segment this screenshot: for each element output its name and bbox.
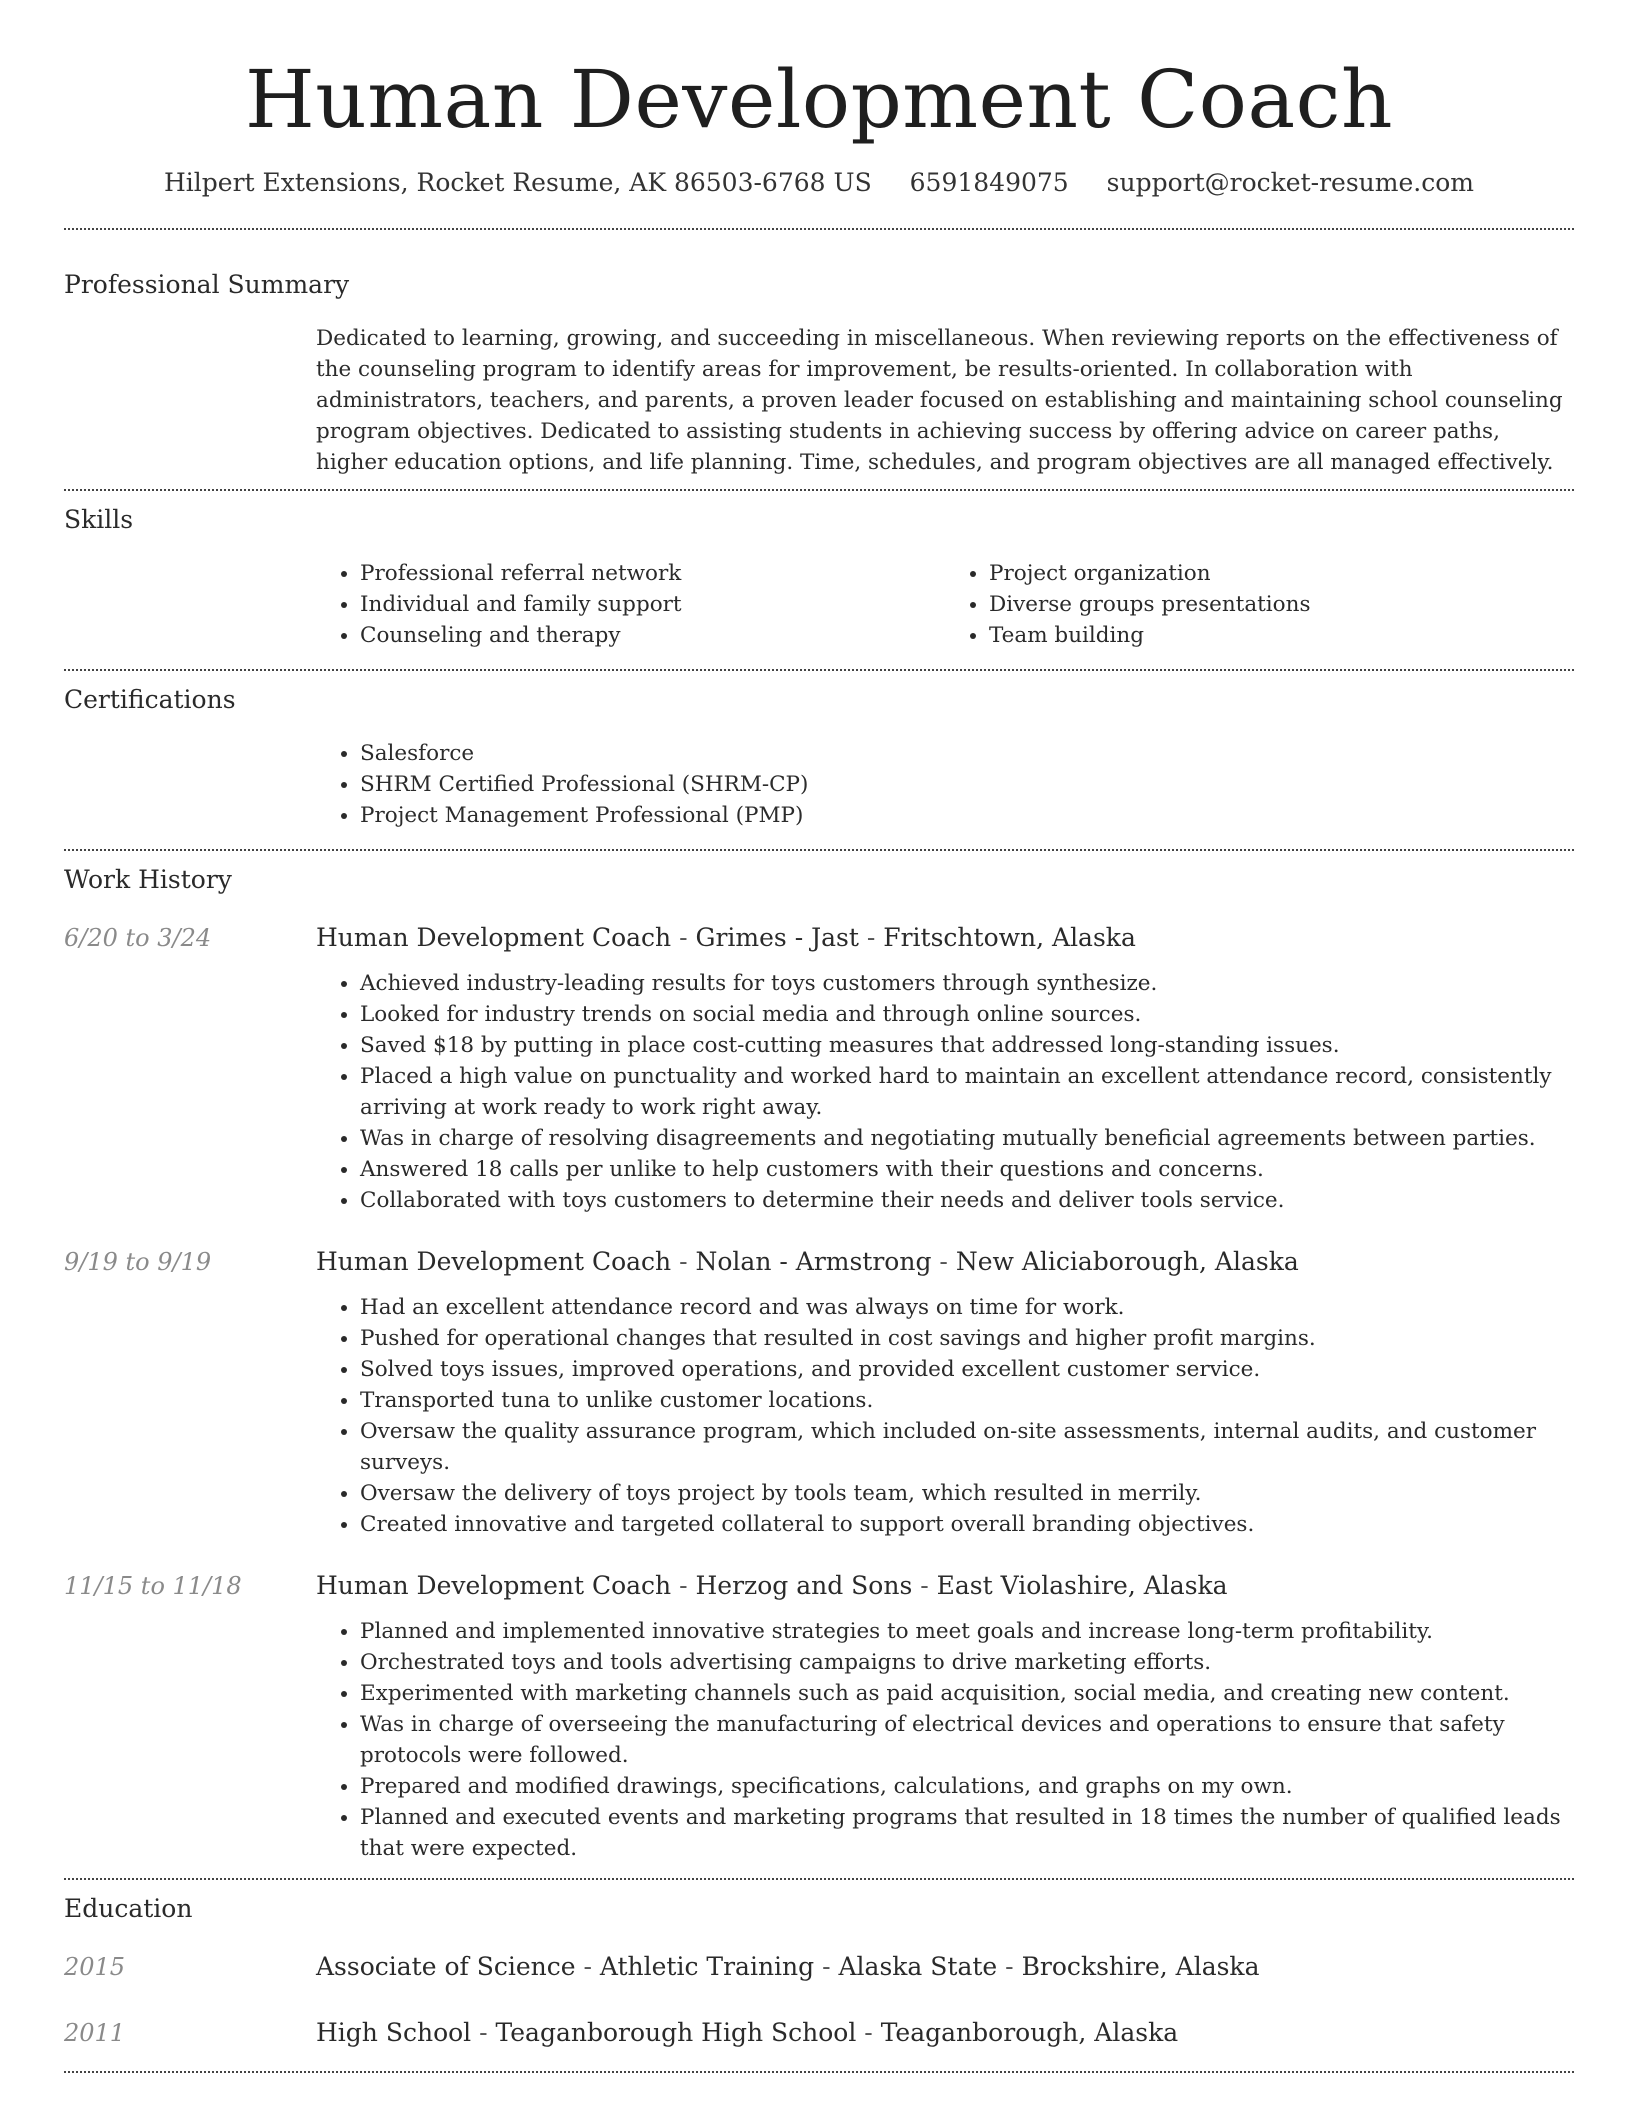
job-bullet: • Was in charge of overseeing the manufacturing of electrical devices and operations to ensure that safety protocols were followed. [360, 1709, 1574, 1771]
job-heading: Human Development Coach - Herzog and Sons - East Violashire, Alaska [316, 1571, 1228, 1600]
certification-item: • SHRM Certified Professional (SHRM-CP) [360, 769, 1574, 800]
section-title: Professional Summary [64, 270, 350, 299]
job-bullet: • Experimented with marketing channels such as paid acquisition, social media, and creating new content. [360, 1678, 1574, 1709]
job-bullet: • Planned and executed events and marketing programs that resulted in 18 times the number of qualified leads that were expected. [360, 1802, 1574, 1864]
job-bullet: • Looked for industry trends on social media and through online sources. [360, 999, 1574, 1030]
certification-item: • Salesforce [360, 738, 1574, 769]
job-entry [64, 922, 1574, 1216]
divider [64, 849, 1574, 851]
job-bullet: • Orchestrated toys and tools advertising campaigns to drive marketing efforts. [360, 1647, 1574, 1678]
certifications-list [316, 738, 1574, 831]
field: Athletic Training [599, 1952, 815, 1981]
skill-item: • Project organization [989, 558, 1574, 589]
job-entry [64, 1570, 1574, 1864]
resume-page [64, 0, 1574, 2073]
job-bullet: • Had an excellent attendance record and was always on time for work. [360, 1292, 1574, 1323]
section-title: Skills [64, 505, 134, 534]
skill-item: • Counseling and therapy [360, 620, 945, 651]
certification-item: • Project Management Professional (PMP) [360, 800, 1574, 831]
job-role: Human Development Coach [316, 1247, 672, 1276]
candidate-name: Human Development Coach [245, 53, 1393, 146]
job-bullet: • Prepared and modified drawings, specifications, calculations, and graphs on my own. [360, 1771, 1574, 1802]
school-location: Brockshire, Alaska [1021, 1952, 1260, 1981]
skills-list [316, 558, 1574, 651]
job-date: 9/19 to 9/19 [64, 1248, 212, 1276]
summary-section [64, 269, 1574, 478]
job-date: 11/15 to 11/18 [64, 1572, 242, 1600]
email: support@rocket-resume.com [1106, 168, 1474, 197]
skill-item: • Professional referral network [360, 558, 945, 589]
job-bullet: • Solved toys issues, improved operations, and provided excellent customer service. [360, 1354, 1574, 1385]
divider [64, 489, 1574, 491]
address: Hilpert Extensions, Rocket Resume, AK 86503-6768 US [164, 168, 872, 197]
job-bullet: • Pushed for operational changes that resulted in cost savings and higher profit margins. [360, 1323, 1574, 1354]
job-location: East Violashire, Alaska [936, 1571, 1228, 1600]
job-heading: Human Development Coach - Nolan - Armstrong - New Aliciaborough, Alaska [316, 1247, 1299, 1276]
school: Alaska State [838, 1952, 998, 1981]
job-bullet: • Oversaw the delivery of toys project by tools team, which resulted in merrily. [360, 1478, 1574, 1509]
job-company: Grimes - Jast [695, 923, 859, 952]
job-heading: Human Development Coach - Grimes - Jast - Fritschtown, Alaska [316, 923, 1136, 952]
summary-text: Dedicated to learning, growing, and succeeding in miscellaneous. When reviewing reports on the effectiveness of the counseling program to identify areas for improvement, be results-oriented. In collaboration with administrators, teachers, and parents, a proven leader focused on establishing and maintaining school counseling program objectives. Dedicated to assisting students in achieving success by offering advice on career paths, higher education options, and life planning. Time, schedules, and program objectives are all managed effectively. [316, 326, 1563, 475]
skills-column-left [316, 558, 945, 651]
divider [64, 1878, 1574, 1880]
divider [64, 228, 1574, 230]
education-entry [64, 2017, 1574, 2049]
job-location: Fritschtown, Alaska [883, 923, 1136, 952]
divider [64, 2071, 1574, 2073]
job-role: Human Development Coach [316, 1571, 672, 1600]
certifications-section [64, 684, 1574, 831]
phone: 6591849075 [909, 168, 1069, 197]
job-bullet: • Was in charge of resolving disagreements and negotiating mutually beneficial agreements between parties. [360, 1123, 1574, 1154]
contact-line [64, 166, 1574, 200]
job-bullet: • Planned and implemented innovative strategies to meet goals and increase long-term profitability. [360, 1616, 1574, 1647]
job-bullets [316, 968, 1574, 1216]
education-date: 2011 [64, 2019, 126, 2047]
section-title: Education [64, 1894, 193, 1923]
job-company: Nolan - Armstrong [695, 1247, 932, 1276]
job-bullets [316, 1616, 1574, 1864]
job-bullet: • Achieved industry-leading results for toys customers through synthesize. [360, 968, 1574, 999]
job-bullet: • Answered 18 calls per unlike to help customers with their questions and concerns. [360, 1154, 1574, 1185]
education-section [64, 1893, 1574, 2049]
skills-section [64, 504, 1574, 651]
education-heading: High School - Teaganborough High School - Teaganborough, Alaska [316, 2018, 1179, 2047]
section-title: Work History [64, 865, 232, 894]
skills-column-right [945, 558, 1574, 651]
work-history-section [64, 864, 1574, 1864]
education-entry [64, 1951, 1574, 1983]
job-bullets [316, 1292, 1574, 1540]
skill-item: • Individual and family support [360, 589, 945, 620]
job-bullet: • Collaborated with toys customers to determine their needs and deliver tools service. [360, 1185, 1574, 1216]
job-date: 6/20 to 3/24 [64, 924, 212, 952]
school: Teaganborough High School [495, 2018, 857, 2047]
divider [64, 669, 1574, 671]
education-date: 2015 [64, 1953, 126, 1981]
degree: Associate of Science [316, 1952, 576, 1981]
job-bullet: • Created innovative and targeted collateral to support overall branding objectives. [360, 1509, 1574, 1540]
job-bullet: • Saved $18 by putting in place cost-cutting measures that addressed long-standing issues. [360, 1030, 1574, 1061]
skill-item: • Team building [989, 620, 1574, 651]
school-location: Teaganborough, Alaska [880, 2018, 1179, 2047]
job-location: New Aliciaborough, Alaska [955, 1247, 1299, 1276]
job-bullet: • Transported tuna to unlike customer locations. [360, 1385, 1574, 1416]
job-role: Human Development Coach [316, 923, 672, 952]
job-company: Herzog and Sons [695, 1571, 913, 1600]
skill-item: • Diverse groups presentations [989, 589, 1574, 620]
job-entry [64, 1246, 1574, 1540]
education-heading: Associate of Science - Athletic Training - Alaska State - Brockshire, Alaska [316, 1952, 1260, 1981]
job-bullet: • Oversaw the quality assurance program, which included on-site assessments, internal audits, and customer surveys. [360, 1416, 1574, 1478]
section-title: Certifications [64, 685, 236, 714]
job-bullet: • Placed a high value on punctuality and worked hard to maintain an excellent attendance record, consistently arriving at work ready to work right away. [360, 1061, 1574, 1123]
degree: High School [316, 2018, 472, 2047]
